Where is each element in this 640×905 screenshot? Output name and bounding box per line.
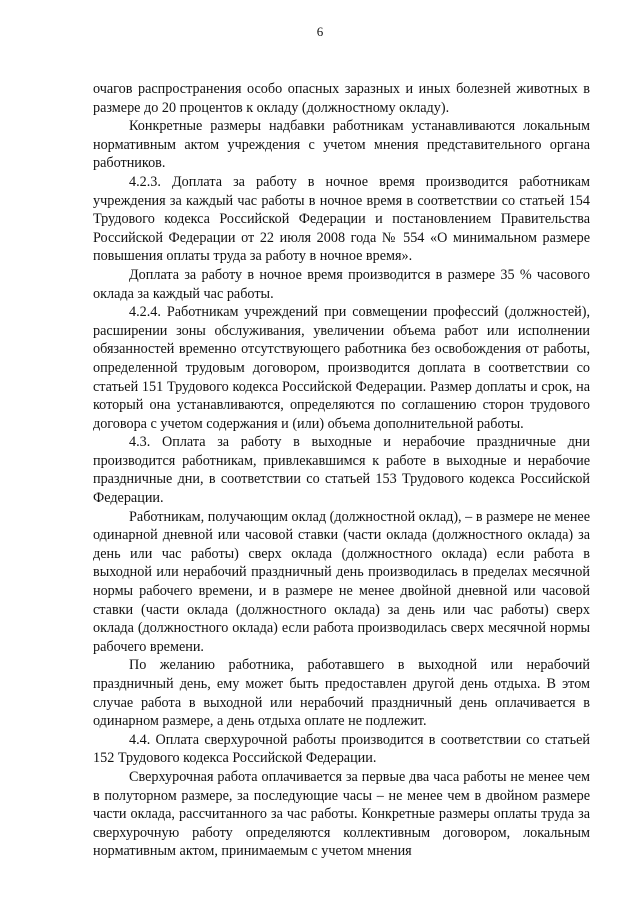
paragraph-night-rate: Доплата за работу в ночное время производится в размере 35 % часового оклада за каждый час работы. [93,266,590,302]
paragraph-day-off-option: По желанию работника, работавшего в выходной или нерабочий праздничный день, ему может быть предоставлен другой день отдыха. В этом случае работа в выходной или нерабочий праздничный день оплачивается в одинарном размере, а день отдыха оплате не подлежит. [93,657,590,730]
paragraph-4-2-4: 4.2.4. Работникам учреждений при совмещении профессий (должностей), расширении зоны обслуживания, увеличении объема работ или исполнении обязанностей временно отсутствующего работника без освобождения от работы, определенной трудовым договором, производится доплата в соответствии со статьей 151 Трудового кодекса Российской Федерации. Размер доплаты и срок, на который она устанавливаются, определяются по соглашению сторон трудового договора с учетом содержания и (или) объема дополнительной работы. [93,304,590,432]
paragraph-overtime-pay: Сверхурочная работа оплачивается за первые два часа работы не менее чем в полуторном размере, за последующие часы – не менее чем в двойном размере части оклада, рассчитанного за час работы. Конкретные размеры оплаты труда за сверхурочную работу определяются коллективным договором, локальным нормативным актом, принимаемым с учетом мнения [93,768,590,860]
paragraph-4-4: 4.4. Оплата сверхурочной работы производится в соответствии со статьей 152 Трудового кодекса Российской Федерации. [93,731,590,767]
paragraph-continuation: очагов распространения особо опасных заразных и иных болезней животных в размере до 20 процентов к окладу (должностному окладу). [93,81,590,116]
page-number: 6 [316,24,324,39]
paragraph-4-3: 4.3. Оплата за работу в выходные и нерабочие праздничные дни производится работникам, привлекавшимся к работе в выходные и нерабочие праздничные дни, в соответствии со статьей 153 Трудового кодекса Российской Федерации. [93,434,590,507]
paragraph-salary-holiday-pay: Работникам, получающим оклад (должностной оклад), – в размере не менее одинарной дневной или часовой ставки (части оклада (должностного оклада) за день или час работы) сверх оклада (должностного оклада) если работа в выходной или нерабочий праздничный день производилась в пределах месячной нормы рабочего времени, и в размере не менее двойной дневной или часовой ставки (части оклада (должностного оклада) за день или час работы) сверх оклада (должностного оклада) если работа производилась сверх месячной нормы рабочего времени. [93,508,590,655]
paragraph-4-2-3: 4.2.3. Доплата за работу в ночное время производится работникам учреждения за каждый час работы в ночное время в соответствии со статьей 154 Трудового кодекса Российской Федерации и постановлением Правительства Российской Федерации от 22 июля 2008 года № 554 «О минимальном размере повышения оплаты труда за работу в ночное время». [93,173,590,265]
document-body [93,80,590,861]
paragraph-allowance-sizes: Конкретные размеры надбавки работникам устанавливаются локальным нормативным актом учреждения с учетом мнения представительного органа работников. [93,118,590,172]
